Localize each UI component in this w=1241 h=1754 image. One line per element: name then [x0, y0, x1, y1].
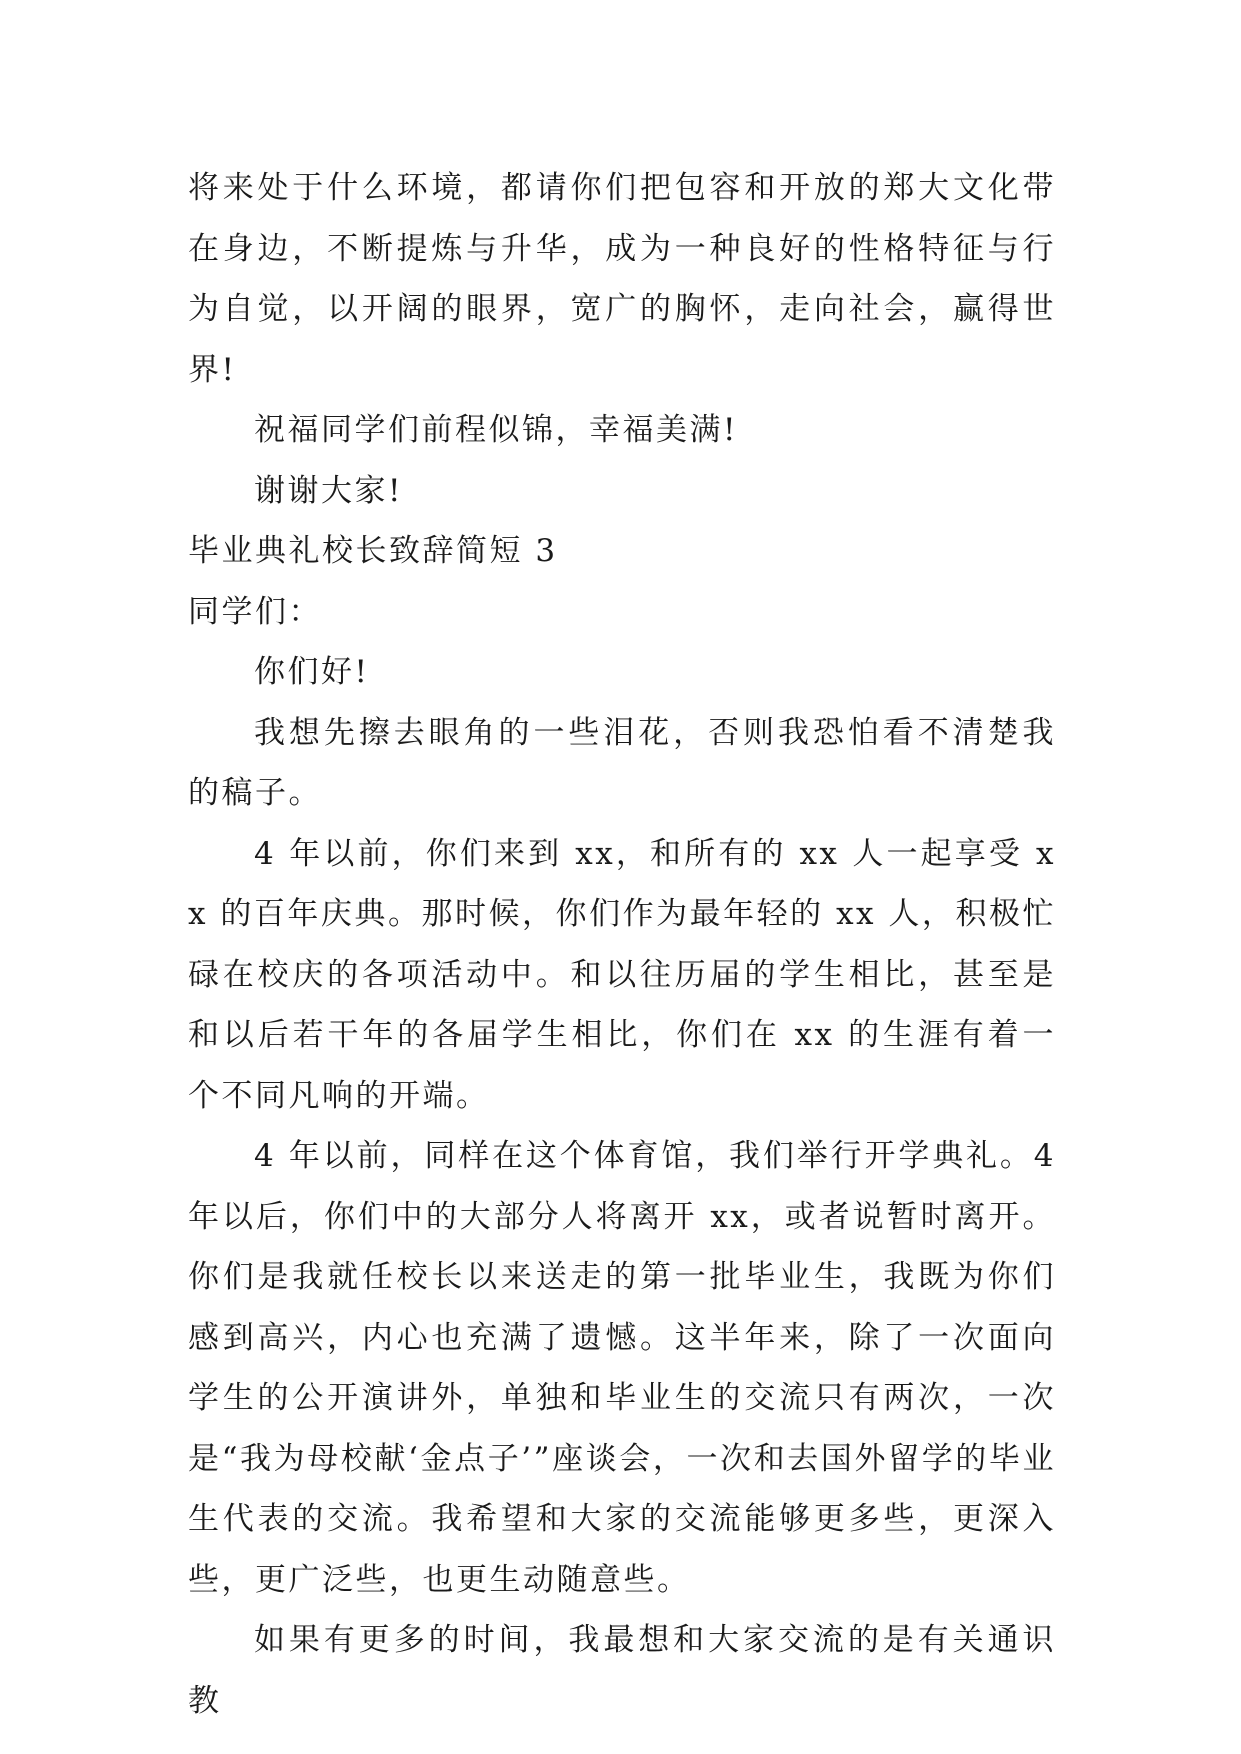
- paragraph-greeting: 你们好!: [254, 654, 370, 690]
- paragraph-thanks: 谢谢大家!: [254, 472, 403, 509]
- paragraph-more-time: 如果有更多的时间，我最想和大家交流的是有关通识教: [188, 1622, 1056, 1719]
- salutation: 同学们：: [188, 593, 322, 630]
- section-title: 毕业典礼校长致辞简短 3: [188, 533, 558, 569]
- paragraph-continued: 将来处于什么环境，都请你们把包容和开放的郑大文化带在身边，不断提炼与升华，成为一种良好的性格特征与行为自觉，以开阔的眼界，宽广的胸怀，走向社会，赢得世界!: [188, 170, 1056, 388]
- paragraph-four-years-ago: 4 年以前，你们来到 xx，和所有的 xx 人一起享受 xx 的百年庆典。那时候，你们作为最年轻的 xx 人，积极忙碌在校庆的各项活动中。和以往历届的学生相比，甚至是和以后若干年的各届学生相比，你们在 xx 的生涯有着一个不同凡响的开端。: [188, 835, 1056, 1114]
- document-body: [188, 158, 1056, 1731]
- paragraph-opening-ceremony: 4 年以前，同样在这个体育馆，我们举行开学典礼。4 年以后，你们中的大部分人将离开 xx，或者说暂时离开。你们是我就任校长以来送走的第一批毕业生，我既为你们感到高兴，内心也充满了遗憾。这半年来，除了一次面向学生的公开演讲外，单独和毕业生的交流只有两次，一次是“我为母校献‘金点子’”座谈会，一次和去国外留学的毕业生代表的交流。我希望和大家的交流能够更多些，更深入些，更广泛些，也更生动随意些。: [188, 1138, 1056, 1598]
- paragraph-blessing: 祝福同学们前程似锦，幸福美满!: [254, 412, 738, 448]
- paragraph-tears: 我想先擦去眼角的一些泪花，否则我恐怕看不清楚我的稿子。: [188, 714, 1056, 811]
